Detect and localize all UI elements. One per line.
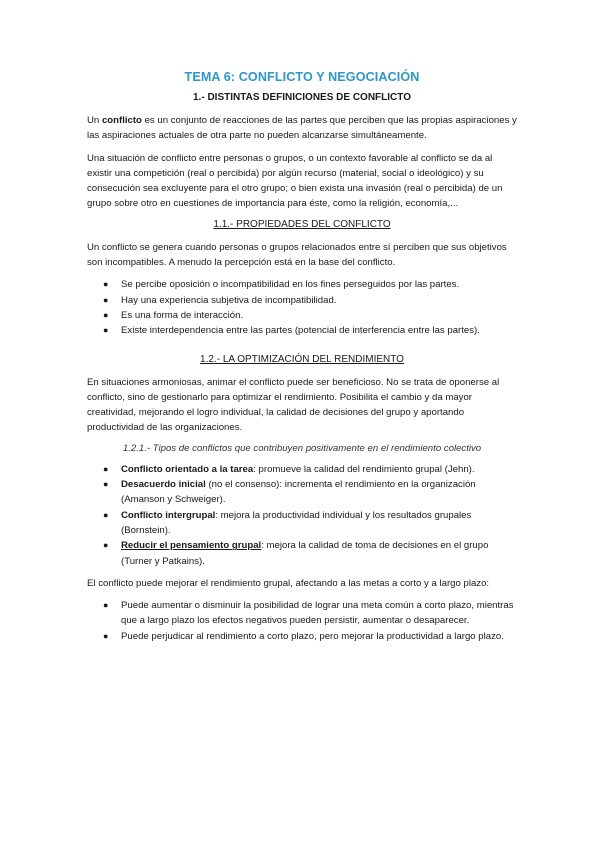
bullet-icon: ● [103, 463, 109, 474]
bullet-icon: ● [103, 294, 109, 305]
bullet-icon: ● [103, 325, 109, 336]
list-item [87, 323, 517, 338]
list-item-text: Puede perjudicar al rendimiento a corto plazo, pero mejorar la productividad a largo plazo. [121, 630, 504, 642]
list-item-text: Hay una experiencia subjetiva de incompatibilidad. [121, 294, 337, 306]
list-item-text: : mejora la productividad individual y los resultados grupales (Bornstein). [121, 509, 472, 536]
conflict-definition-paragraph [87, 113, 517, 144]
list-item-text: Puede aumentar o disminuir la posibilidad de lograr una meta común a corto plazo, mientras que a largo plazo los efectos negativos pueden persistir, aumentar o desaparecer. [121, 600, 514, 627]
list-item-text: Se percibe oposición o incompatibilidad en los fines perseguidos por las partes. [121, 279, 460, 291]
bold-term: Desacuerdo inicial [121, 479, 206, 491]
list-item [87, 629, 517, 644]
bold-term: Conflicto orientado a la tarea [121, 463, 254, 475]
document-content [87, 70, 517, 651]
list-item [87, 477, 517, 508]
document-title: TEMA 6: CONFLICTO Y NEGOCIACIÓN [184, 70, 420, 84]
bullet-icon: ● [103, 479, 109, 490]
section-1-heading: 1.- DISTINTAS DEFINICIONES DE CONFLICTO [193, 92, 411, 103]
section-1-1-heading: 1.1.- PROPIEDADES DEL CONFLICTO [213, 218, 391, 230]
list-item [87, 598, 517, 629]
list-item [87, 293, 517, 308]
list-item-text: Es una forma de interacción. [121, 309, 244, 321]
section-1-2-1-heading: 1.2.1.- Tipos de conflictos que contribuyen positivamente en el rendimiento colectivo [122, 442, 482, 454]
bullet-icon: ● [103, 309, 109, 320]
list-item-text: : promueve la calidad del rendimiento grupal (Jehn). [253, 463, 475, 475]
bold-term: conflicto [101, 115, 142, 126]
conflict-types-list [87, 462, 517, 569]
bullet-icon: ● [103, 279, 109, 290]
bold-term: Conflicto intergrupal [121, 509, 216, 521]
list-item [87, 508, 517, 539]
bold-term: Reducir el pensamiento grupal [121, 540, 262, 552]
properties-list [87, 277, 517, 338]
bullet-icon: ● [103, 509, 109, 520]
list-item-text: (no el consenso): incrementa el rendimiento en la organización (Amanson y Schweiger). [121, 479, 476, 506]
list-item [87, 462, 517, 477]
conflict-situation-paragraph: Una situación de conflicto entre personas o grupos, o un contexto favorable al conflicto se da al existir una competición (real o percibida) por algún recurso (material, social o ideológico) y su consecución sea excluyente para el otro grupo; o bien exista una invasión (real o percibida) de un grupo sobre otro en cuestiones de importancia para éste, como la religión, economía,... [87, 152, 503, 210]
optimization-paragraph: En situaciones armoniosas, animar el conflicto puede ser beneficioso. No se trata de oponerse al conflicto, sino de gestionarlo para optimizar el rendimiento. Posibilita el cambio y da mayor creatividad, mejorando el logro individual, la calidad de decisiones del grupo y aportando productividad de las organizaciones. [87, 376, 500, 434]
properties-paragraph: Un conflicto se genera cuando personas o grupos relacionados entre sí perciben que sus objetivos son incompatibles. A menudo la percepción está en la base del conflicto. [87, 241, 507, 269]
list-item [87, 308, 517, 323]
bullet-icon: ● [103, 630, 109, 641]
list-item [87, 538, 517, 569]
performance-paragraph: El conflicto puede mejorar el rendimiento grupal, afectando a las metas a corto y a largo plazo: [87, 577, 490, 589]
bullet-icon: ● [103, 600, 109, 611]
spacer [87, 346, 517, 354]
list-item [87, 277, 517, 292]
bullet-icon: ● [103, 540, 109, 551]
list-item-text: Existe interdependencia entre las partes (potencial de interferencia entre las partes). [121, 325, 480, 337]
goals-list [87, 598, 517, 644]
list-item-text: : mejora la calidad de toma de decisiones en el grupo (Turner y Patkains). [121, 540, 489, 567]
section-1-2-heading: 1.2.- LA OPTIMIZACIÓN DEL RENDIMIENTO [200, 353, 404, 365]
text-run: Un [87, 115, 102, 126]
text-run: es un conjunto de reacciones de las partes que perciben que las propias aspiraciones y las aspiraciones actuales de otra parte no pueden alcanzarse simultáneamente. [87, 115, 517, 142]
